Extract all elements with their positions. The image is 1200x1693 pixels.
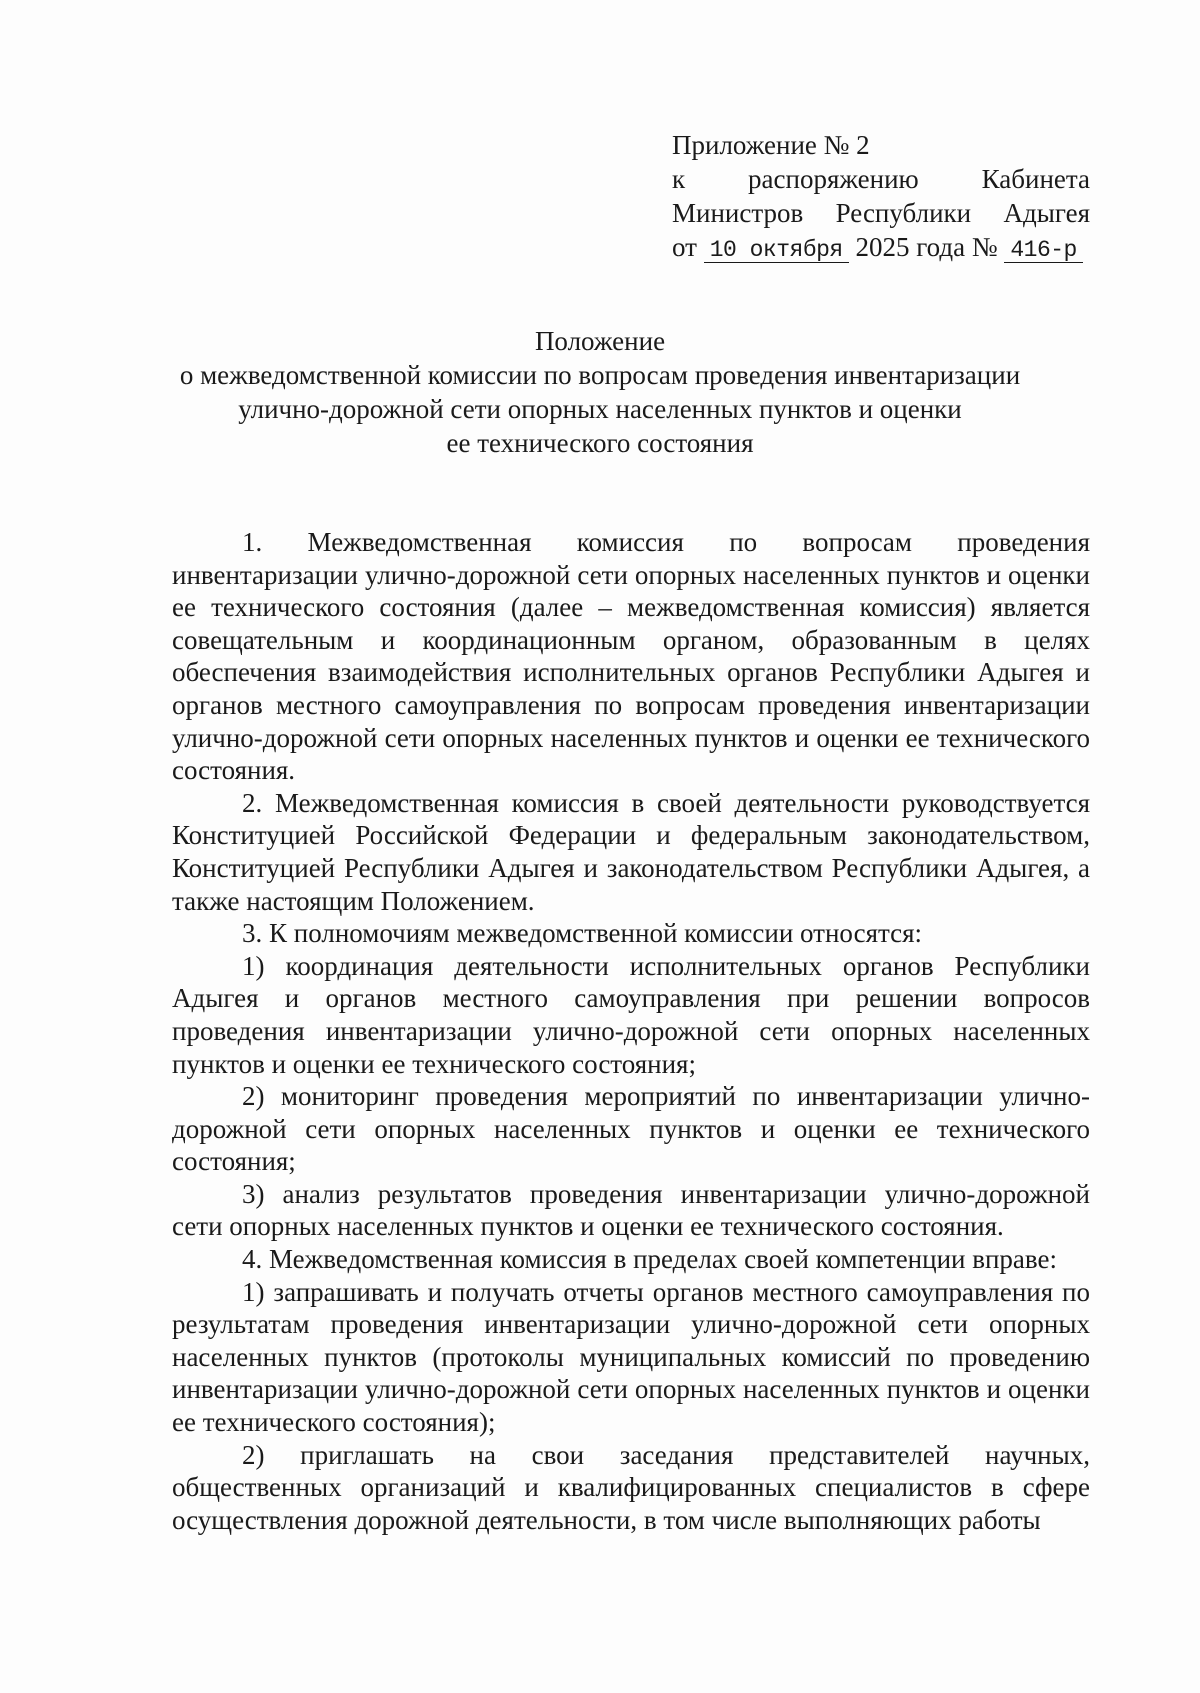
title-line-2: о межведомственной комиссии по вопросам проведения инвентаризации — [179, 360, 1021, 390]
paragraph: 2. Межведомственная комиссия в своей деятельности руководствуется Конституцией Российской Федерации и федеральным законодательством, Конституцией Республики Адыгея и законодательством Республики Адыгея, а также настоящим Положением. — [172, 787, 1090, 916]
paragraph: 4. Межведомственная комиссия в пределах своей компетенции вправе: — [242, 1244, 1057, 1275]
paragraph: 2) мониторинг проведения мероприятий по инвентаризации улично-дорожной сети опорных населенных пунктов и оценки ее технического состояния; — [172, 1081, 1090, 1177]
paragraph: 3) анализ результатов проведения инвентаризации улично-дорожной сети опорных населенных пунктов и оценки ее технического состояния. — [172, 1178, 1090, 1242]
title-line-4: ее технического состояния — [446, 428, 754, 458]
annex-year-text: 2025 года № — [855, 232, 998, 262]
handwritten-date: 10 октября — [704, 238, 849, 263]
annex-from-label: от — [672, 232, 697, 262]
title-line-3: улично-дорожной сети опорных населенных пунктов и оценки — [238, 394, 962, 424]
paragraph: 3. К полномочиям межведомственной комиссии относятся: — [242, 918, 923, 949]
annex-title: Приложение № 2 — [672, 130, 870, 160]
document-title — [150, 324, 1050, 460]
annex-header — [672, 128, 1090, 264]
paragraph: 2) приглашать на свои заседания представителей научных, общественных организаций и квалифицированных специалистов в сфере осуществления дорожной деятельности, в том числе выполняющих работы — [172, 1439, 1090, 1535]
annex-order-line: к распоряжению Кабинета — [672, 164, 1090, 194]
paragraph: 1. Межведомственная комиссия по вопросам проведения инвентаризации улично-дорожной сети опорных населенных пунктов и оценки ее технического состояния (далее – межведомственная комиссия) является совещательным и координационным органом, образованным в целях обеспечения взаимодействия исполнительных органов Республики Адыгея и органов местного самоуправления по вопросам проведения инвентаризации улично-дорожной сети опорных населенных пунктов и оценки ее технического состояния. — [172, 527, 1090, 786]
annex-ministry-line: Министров Республики Адыгея — [672, 198, 1090, 228]
handwritten-number: 416-р — [1004, 238, 1083, 263]
paragraph: 1) координация деятельности исполнительных органов Республики Адыгея и органов местного самоуправления при решении вопросов проведения инвентаризации улично-дорожной сети опорных населенных пунктов и оценки ее технического состояния; — [172, 950, 1090, 1079]
title-line-1: Положение — [534, 326, 666, 356]
document-body — [172, 526, 1090, 1536]
annex-date-line — [672, 230, 1090, 264]
paragraph: 1) запрашивать и получать отчеты органов местного самоуправления по результатам проведения инвентаризации улично-дорожной сети опорных населенных пунктов (протоколы муниципальных комиссий по проведению инвентаризации улично-дорожной сети опорных населенных пунктов и оценки ее технического состояния); — [172, 1276, 1090, 1438]
